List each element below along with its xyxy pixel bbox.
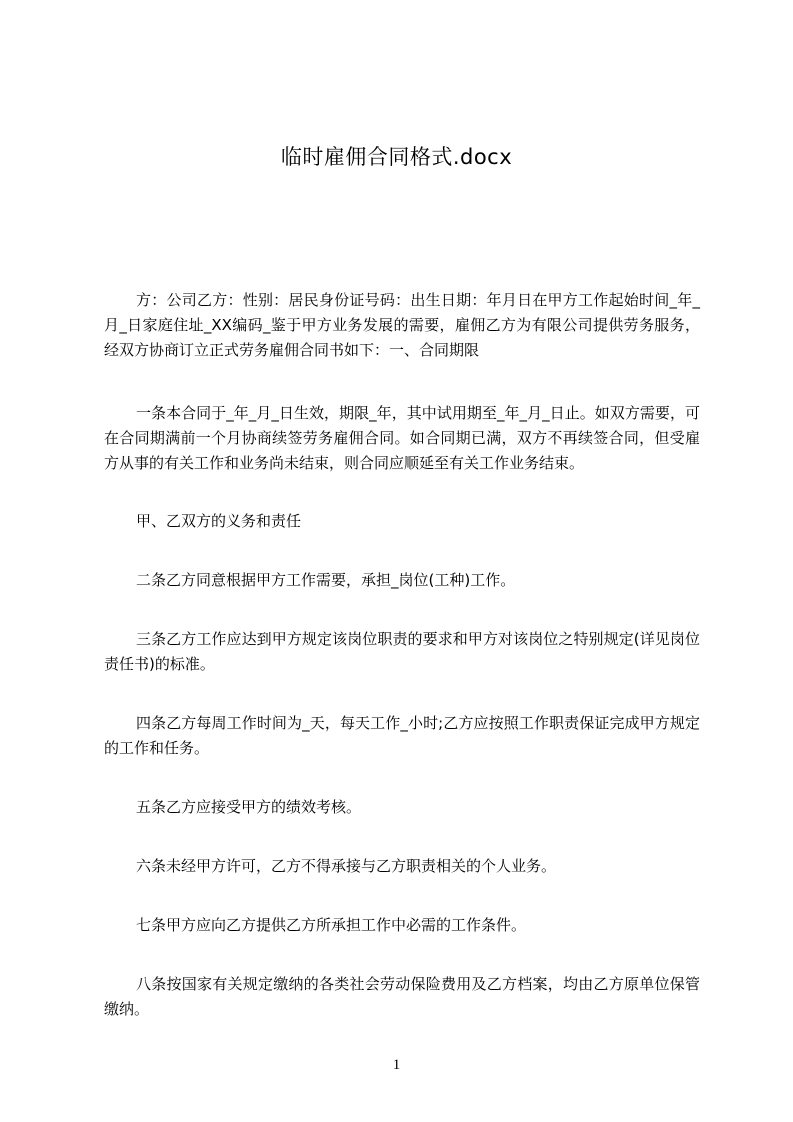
page-number: 1 xyxy=(392,1057,401,1073)
paragraph-section-heading: 甲、乙双方的义务和责任 xyxy=(136,512,302,530)
paragraph-article-2: 二条乙方同意根据甲方工作需要，承担_岗位(工种)工作。 xyxy=(136,571,516,589)
paragraph-article-8: 八条按国家有关规定缴纳的各类社会劳动保险费用及乙方档案，均由乙方原单位保管缴纳。 xyxy=(104,975,700,1018)
paragraph-parties: 方：公司乙方：性别：居民身份证号码：出生日期：年月日在甲方工作起始时间_年_月_日家庭住址_XX编码_鉴于甲方业务发展的需要，雇佣乙方为有限公司提供劳务服务，经双方协商订立正式劳务雇佣合同书如下：一、合同期限 xyxy=(104,291,700,359)
paragraph-article-5: 五条乙方应接受甲方的绩效考核。 xyxy=(136,798,362,816)
paragraph-article-1: 一条本合同于_年_月_日生效，期限_年，其中试用期至_年_月_日止。如双方需要，可在合同期满前一个月协商续签劳务雇佣合同。如合同期已满，双方不再续签合同，但受雇方从事的有关工作和业务尚未结束，则合同应顺延至有关工作业务结束。 xyxy=(104,404,700,472)
paragraph-article-7: 七条甲方应向乙方提供乙方所承担工作中必需的工作条件。 xyxy=(136,916,527,934)
document-body xyxy=(104,288,700,1056)
paragraph-article-6: 六条未经甲方许可，乙方不得承接与乙方职责相关的个人业务。 xyxy=(136,857,557,875)
paragraph-article-4: 四条乙方每周工作时间为_天，每天工作_小时;乙方应按照工作职责保证完成甲方规定的工作和任务。 xyxy=(104,714,700,757)
paragraph-article-3: 三条乙方工作应达到甲方规定该岗位职责的要求和甲方对该岗位之特别规定(详见岗位责任书)的标准。 xyxy=(104,630,700,673)
document-title: 临时雇佣合同格式.docx xyxy=(280,145,513,169)
